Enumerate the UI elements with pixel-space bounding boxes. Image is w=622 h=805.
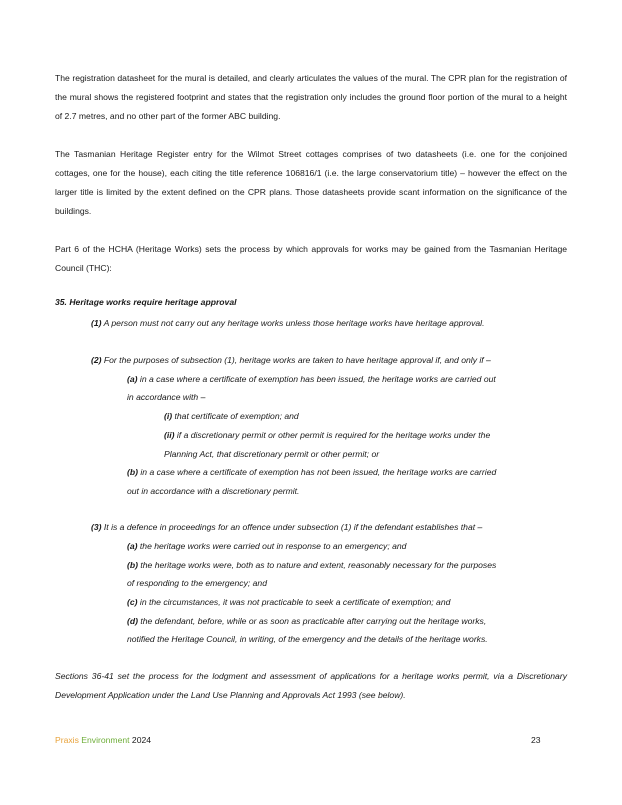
subparagraph-text: if a discretionary permit or other permit is required for the heritage works under the — [174, 430, 491, 440]
subparagraph-i — [164, 407, 299, 426]
subsection-number: (1) — [91, 318, 102, 328]
paragraph-text: in the circumstances, it was not practicable to seek a certificate of exemption; and — [137, 597, 451, 607]
subparagraph-number: (ii) — [164, 430, 175, 440]
brand-word-praxis: Praxis — [55, 735, 79, 745]
paragraph-text: in a case where a certificate of exemption has not been issued, the heritage works are carried — [137, 467, 497, 477]
subsection-3 — [91, 518, 482, 537]
paragraph-number: (b) — [127, 467, 138, 477]
paragraph-number: (d) — [127, 616, 138, 626]
paragraph-text: the heritage works were, both as to nature and extent, reasonably necessary for the purposes — [137, 560, 497, 570]
paragraph-3b — [127, 556, 496, 575]
subsection-1 — [91, 314, 484, 333]
subsection-2 — [91, 351, 491, 370]
subparagraph-ii — [164, 426, 490, 445]
footer-brand — [55, 733, 151, 747]
paragraph-2b-continued: out in accordance with a discretionary permit. — [127, 486, 300, 496]
paragraph-3d — [127, 612, 486, 631]
paragraph-number: (a) — [127, 541, 138, 551]
paragraph-3d-continued: notified the Heritage Council, in writing, of the emergency and the details of the heritage works. — [127, 634, 488, 644]
paragraph-3b-continued: of responding to the emergency; and — [127, 578, 267, 588]
paragraph-text: the heritage works were carried out in response to an emergency; and — [137, 541, 407, 551]
subparagraph-number: (i) — [164, 411, 173, 421]
paragraph-2b — [127, 463, 496, 482]
paragraph-2a — [127, 370, 496, 389]
paragraph-hcha-part6: Part 6 of the HCHA (Heritage Works) sets the process by which approvals for works may be gained from the Tasmanian Heritage Council (THC): — [55, 244, 567, 273]
subparagraph-text: that certificate of exemption; and — [172, 411, 299, 421]
subsection-text: A person must not carry out any heritage works unless those heritage works have heritage approval. — [101, 318, 485, 328]
brand-word-environment: Environment — [81, 735, 130, 745]
paragraph-2a-continued: in accordance with – — [127, 392, 206, 402]
subsection-number: (2) — [91, 355, 102, 365]
page-number: 23 — [531, 735, 541, 745]
paragraph-closing: Sections 36-41 set the process for the lodgment and assessment of applications for a heritage works permit, via a Discretionary Development Application under the Land Use Planning and Approvals Act 1993 (see below). — [55, 671, 567, 700]
paragraph-mural-registration: The registration datasheet for the mural is detailed, and clearly articulates the values of the mural. The CPR plan for the registration of the mural shows the registered footprint and states that the registration only includes the ground floor portion of the mural to a height of 2.7 metres, and no other part of the former ABC building. — [55, 73, 567, 121]
subsection-number: (3) — [91, 522, 102, 532]
subsection-text: It is a defence in proceedings for an offence under subsection (1) if the defendant establishes that – — [101, 522, 483, 532]
subsection-text: For the purposes of subsection (1), heritage works are taken to have heritage approval if, and only if – — [101, 355, 491, 365]
paragraph-heritage-register: The Tasmanian Heritage Register entry for the Wilmot Street cottages comprises of two datasheets (i.e. one for the conjoined cottages, one for the house), each citing the title reference 106816/1 (i.e. the large conservatorium title) – however the effect on the larger title is limited by the extent defined on the CPR plans. Those datasheets provide scant information on the significance of the buildings. — [55, 149, 567, 216]
paragraph-text: the defendant, before, while or as soon as practicable after carrying out the heritage works, — [137, 616, 487, 626]
paragraph-number: (a) — [127, 374, 138, 384]
paragraph-number: (b) — [127, 560, 138, 570]
footer-year: 2024 — [131, 735, 152, 745]
paragraph-text: in a case where a certificate of exemption has been issued, the heritage works are carried out — [137, 374, 496, 384]
paragraph-number: (c) — [127, 597, 138, 607]
subparagraph-ii-continued: Planning Act, that discretionary permit or other permit; or — [164, 449, 380, 459]
section-heading: 35. Heritage works require heritage approval — [55, 297, 237, 307]
paragraph-3c — [127, 593, 450, 612]
paragraph-3a — [127, 537, 406, 556]
